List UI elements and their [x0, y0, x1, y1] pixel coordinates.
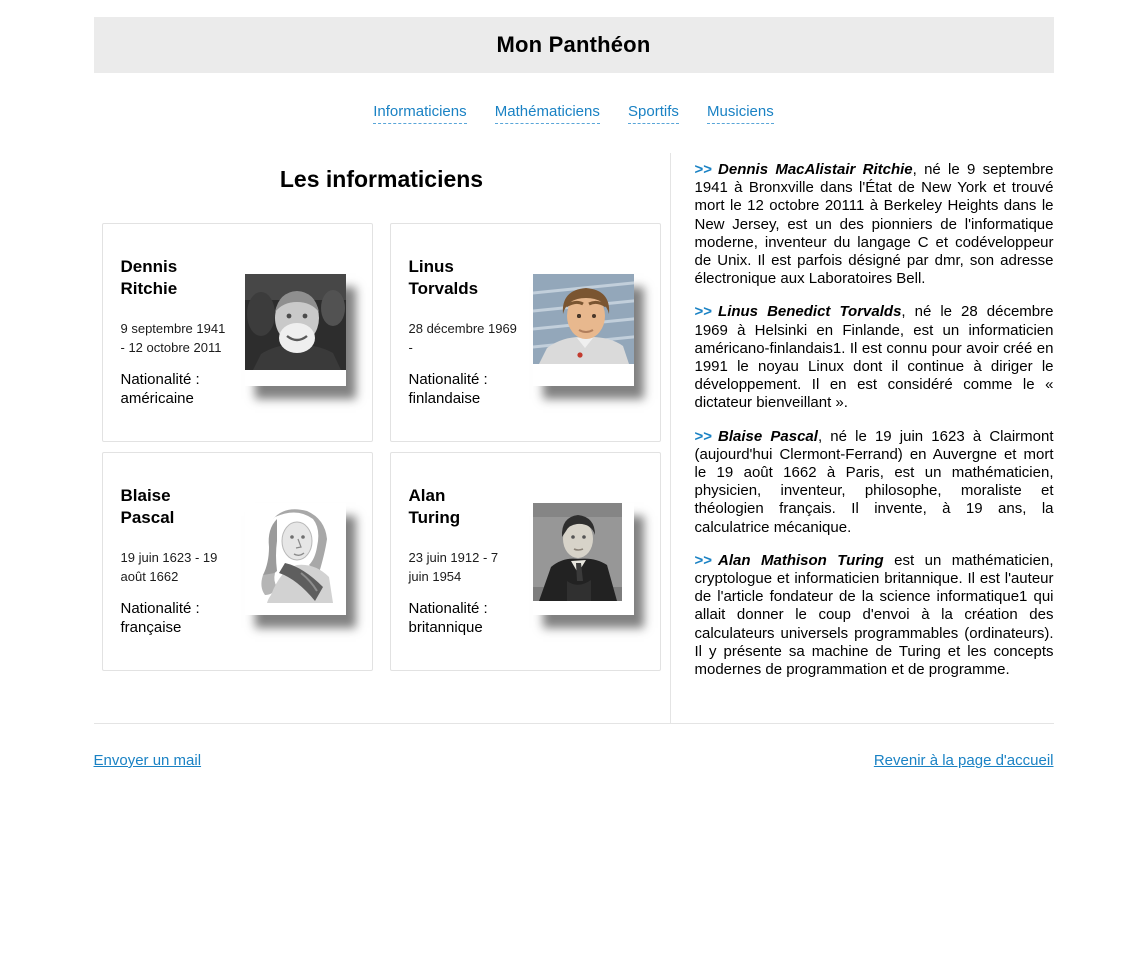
bio-name: Linus Benedict Torvalds — [718, 303, 902, 321]
send-mail-link[interactable]: Envoyer un mail — [93, 752, 202, 769]
portrait-alan-turing — [533, 503, 634, 615]
bio-marker: >> — [694, 303, 713, 321]
person-dates: 9 septembre 1941 - 12 octobre 2011 — [120, 321, 226, 355]
page-footer — [94, 752, 1054, 769]
card-text — [121, 485, 235, 637]
portrait-dennis-ritchie — [245, 274, 346, 386]
site-header — [94, 17, 1054, 73]
person-name: Blaise Pascal — [120, 486, 175, 527]
person-dates: 28 décembre 1969 - — [408, 321, 517, 355]
card-text — [409, 256, 523, 408]
bio-linus-torvalds — [695, 303, 1054, 412]
nav-link-musiciens[interactable]: Musiciens — [707, 103, 774, 124]
bios-section — [671, 153, 1054, 723]
bio-marker: >> — [694, 551, 713, 569]
nav-link-informaticiens[interactable]: Informaticiens — [373, 103, 466, 124]
person-dates: 19 juin 1623 - 19 août 1662 — [120, 550, 218, 584]
card-text — [409, 485, 523, 637]
person-dates: 23 juin 1912 - 7 juin 1954 — [408, 550, 499, 584]
back-home-link[interactable]: Revenir à la page d'accueil — [873, 752, 1054, 769]
card-text — [121, 256, 235, 408]
person-card-linus-torvalds — [390, 223, 661, 442]
person-nationality: Nationalité : américaine — [120, 371, 200, 407]
person-name: Alan Turing — [408, 486, 461, 527]
bio-text: , né le 19 juin 1623 à Clairmont (aujourd'hui Clermont-Ferrand) en Auvergne et mort le 19 août 1662 à Paris, est un mathématicien, physicien, inventeur, philosophe, moraliste et théologien français. Il invente, à 19 ans, la calculatrice mécanique. — [694, 427, 1054, 536]
bio-marker: >> — [694, 427, 713, 445]
person-nationality: Nationalité : finlandaise — [408, 371, 488, 407]
portrait-blaise-pascal — [245, 503, 346, 615]
bio-alan-turing — [695, 552, 1054, 679]
person-nationality: Nationalité : française — [120, 600, 200, 636]
person-card-dennis-ritchie — [102, 223, 373, 442]
bio-text: est un mathématicien, cryptologue et informaticien britannique. Il est l'auteur de l'article fondateur de la science informatique1 qui allait donner le coup d'envoi à la création des calculateurs universels programmables (ordinateurs). Il y présente sa machine de Turing et les concepts modernes de programmation et de programme. — [694, 551, 1054, 679]
cards-grid — [94, 223, 670, 723]
cards-section — [94, 153, 671, 723]
bio-marker: >> — [694, 161, 713, 178]
person-name: Dennis Ritchie — [120, 257, 178, 298]
portrait-linus-torvalds — [533, 274, 634, 386]
bio-name: Blaise Pascal — [718, 427, 818, 445]
section-heading: Les informaticiens — [279, 166, 484, 192]
bio-name: Dennis MacAlistair Ritchie — [718, 161, 913, 178]
person-nationality: Nationalité : britannique — [408, 600, 488, 636]
main-area — [94, 153, 1054, 724]
nav-link-mathematiciens[interactable]: Mathématiciens — [495, 103, 600, 124]
person-card-blaise-pascal — [102, 452, 373, 671]
bio-name: Alan Mathison Turing — [718, 551, 884, 569]
person-card-alan-turing — [390, 452, 661, 671]
bio-text: , né le 28 décembre 1969 à Helsinki en Finlande, est un informaticien américano-finlandais1. Il est connu pour avoir créé en 1991 le noyau Linux dont il continue à diriger le développement. Il en est considéré comme le « dictateur bienveillant ». — [694, 303, 1054, 412]
bio-blaise-pascal — [695, 428, 1054, 537]
page-container — [94, 0, 1054, 769]
main-nav — [94, 103, 1054, 124]
person-name: Linus Torvalds — [408, 257, 479, 298]
nav-link-sportifs[interactable]: Sportifs — [628, 103, 679, 124]
bio-text: , né le 9 septembre 1941 à Bronxville dans l'État de New York et trouvé mort le 12 octobre 20111 à Berkeley Heights dans le New Jersey, est un des pionniers de l'informatique moderne, inventeur du langage C et codéveloppeur de Unix. Il est parfois désigné par dmr, son adresse électronique aux Laboratoires Bell. — [694, 161, 1054, 288]
page-title: Mon Panthéon — [496, 32, 651, 57]
bio-dennis-ritchie — [695, 161, 1054, 288]
